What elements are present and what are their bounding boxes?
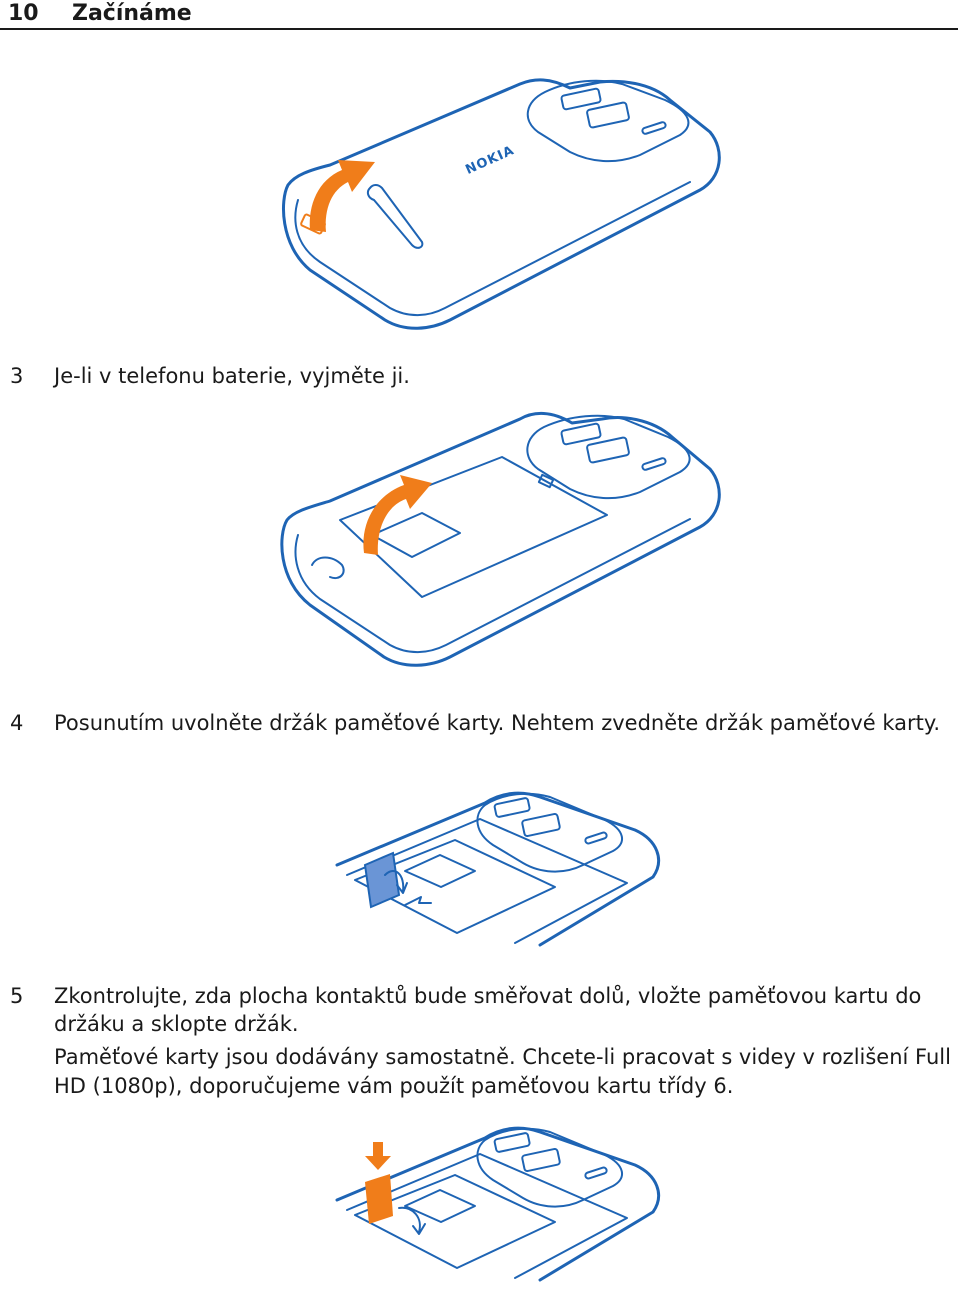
step-text: Posunutím uvolněte držák paměťové karty. Nehtem zvedněte držák paměťové karty. [54,711,940,735]
header-rule [0,28,958,30]
memory-card-note: Paměťové karty jsou dodávány samostatně. Chcete-li pracovat s videy v rozlišení Full HD (1080p), doporučujeme vám použít paměťovou kartu třídy 6. [54,1045,951,1098]
figure-open-card-holder [335,785,670,950]
section-title: Začínáme [72,1,192,26]
phone-body-outline [283,80,719,328]
step-text: Je-li v telefonu baterie, vyjměte ji. [54,364,410,388]
phone-body-outline [282,413,719,665]
page-header [0,0,960,30]
figure-remove-back-cover [270,70,730,335]
figure-remove-battery [272,405,727,675]
figure-insert-memory-card [335,1120,670,1285]
memory-card [365,1174,393,1224]
nokia-logo: NOKIA [463,143,517,178]
step-text: Zkontrolujte, zda plocha kontaktů bude směřovat dolů, vložte paměťovou kartu do držáku a sklopte držák. [54,984,922,1036]
step-number: 4 [10,711,24,735]
step-number: 5 [10,984,24,1008]
insert-arrow-icon [365,1142,391,1170]
page-number: 10 [8,1,39,26]
step-number: 3 [10,364,24,388]
